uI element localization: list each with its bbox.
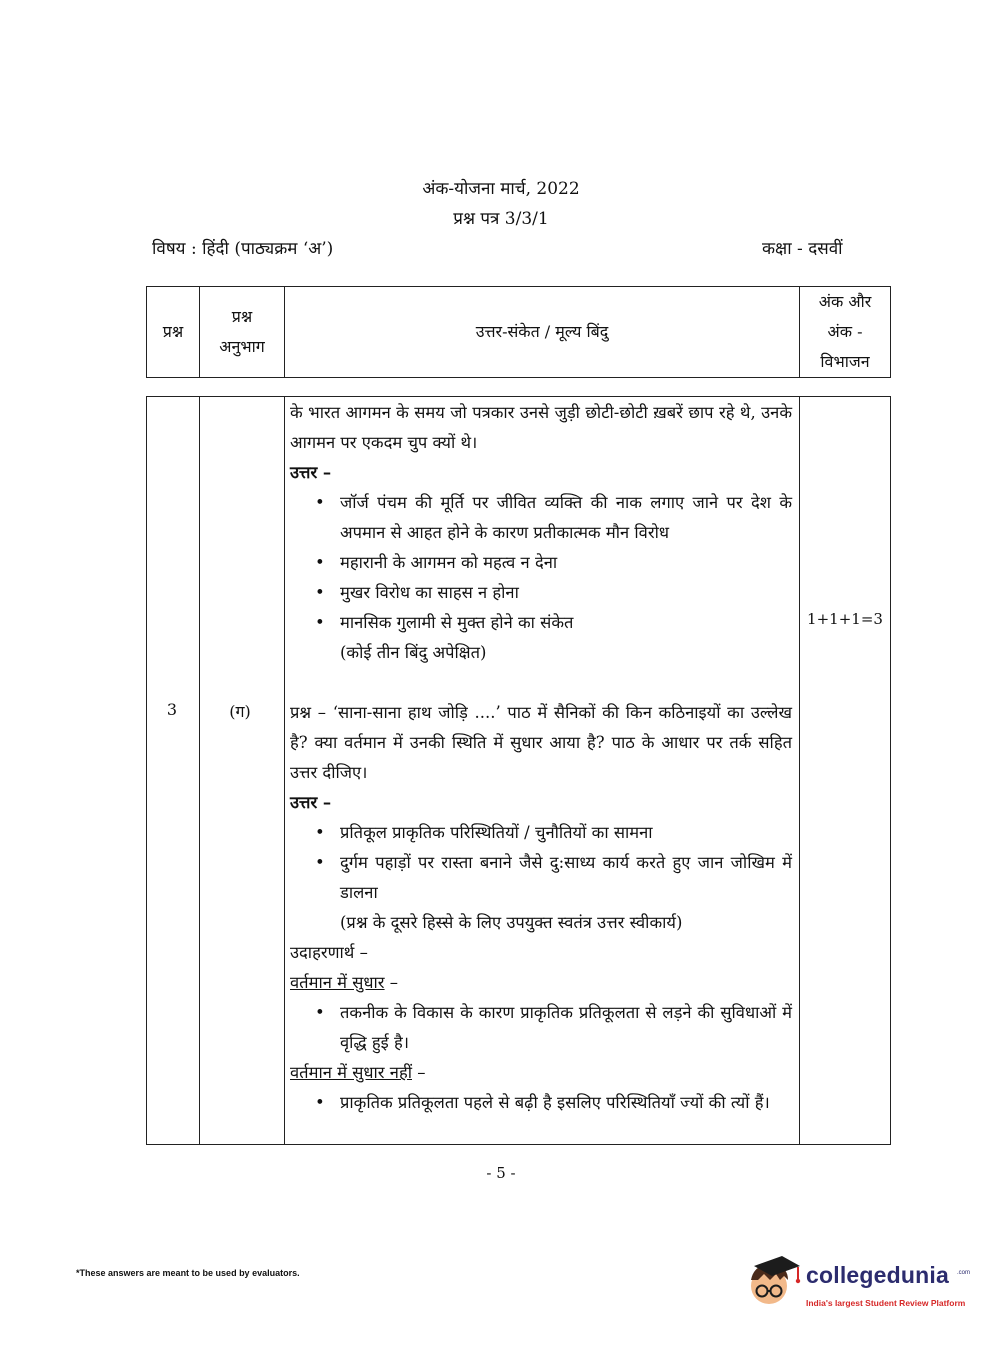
question-section: (ग) xyxy=(229,702,251,721)
header-section: प्रश्न अनुभाग xyxy=(200,287,285,378)
answer-label: उत्तर – xyxy=(290,463,332,482)
answer-bullet: • प्राकृतिक प्रतिकूलता पहले से बढ़ी है इसलिए परिस्थितियाँ ज्यों की त्यों हैं। xyxy=(290,1088,792,1118)
spacer xyxy=(290,668,792,698)
question-number: 3 xyxy=(166,700,178,719)
document-title: अंक-योजना मार्च, 2022 xyxy=(422,179,580,199)
header-marks: अंक और अंक - विभाजन xyxy=(800,287,891,378)
class-label: कक्षा - दसवीं xyxy=(762,239,843,259)
answer-bullet: • मानसिक गुलामी से मुक्त होने का संकेत xyxy=(290,608,792,638)
brand-tagline: India's largest Student Review Platform xyxy=(806,1298,966,1308)
question-text: प्रश्न – ‘साना-साना हाथ जोड़ि ....’ पाठ में सैनिकों की किन कठिनाइयों का उल्लेख है? क्या वर्तमान में उनकी स्थिति में सुधार आया है? पाठ के आधार पर तर्क सहित उत्तर दीजिए। xyxy=(290,703,792,782)
answer-bullet: • मुखर विरोध का साहस न होना xyxy=(290,578,792,608)
answer-label: उत्तर – xyxy=(290,793,332,812)
evaluator-note: *These answers are meant to be used by evaluators. xyxy=(76,1268,300,1278)
marks-cell xyxy=(800,397,891,1145)
answer-content xyxy=(290,398,792,1118)
example-label: उदाहरणार्थ – xyxy=(290,943,368,962)
table-header xyxy=(146,286,891,378)
marks-distribution: 1+1+1=3 xyxy=(807,610,883,628)
answer-bullet: • महारानी के आगमन को महत्व न देना xyxy=(290,548,792,578)
page-number: - 5 - xyxy=(486,1164,516,1182)
section-cell xyxy=(200,397,285,1145)
question-cell xyxy=(147,397,200,1145)
brand-name: collegedunia xyxy=(806,1262,949,1288)
no-improvement-heading: वर्तमान में सुधार नहीं – xyxy=(290,1063,426,1082)
answer-bullet: • जॉर्ज पंचम की मूर्ति पर जीवित व्यक्ति की नाक लगाए जाने पर देश के अपमान से आहत होने के कारण प्रतीकात्मक मौन विरोध xyxy=(290,488,792,548)
question-intro: के भारत आगमन के समय जो पत्रकार उनसे जुड़ी छोटी-छोटी ख़बरें छाप रहे थे, उनके आगमन पर एकदम चुप क्यों थे। xyxy=(290,403,792,452)
header-question: प्रश्न xyxy=(147,287,200,378)
improvement-heading: वर्तमान में सुधार – xyxy=(290,973,399,992)
answer-bullet: • प्रतिकूल प्राकृतिक परिस्थितियों / चुनौतियों का सामना xyxy=(290,818,792,848)
answer-note: (कोई तीन बिंदु अपेक्षित) xyxy=(340,643,487,662)
header-answer-points: उत्तर-संकेत / मूल्य बिंदु xyxy=(285,287,800,378)
answer-note: (प्रश्न के दूसरे हिस्से के लिए उपयुक्त स्वतंत्र उत्तर स्वीकार्य) xyxy=(340,913,683,932)
answer-bullet: • तकनीक के विकास के कारण प्राकृतिक प्रतिकूलता से लड़ने की सुविधाओं में वृद्धि हुई है। xyxy=(290,998,792,1058)
subject-label: विषय : हिंदी (पाठ्यक्रम ‘अ’) xyxy=(152,239,334,259)
paper-code: प्रश्न पत्र 3/3/1 xyxy=(453,209,549,229)
brand-suffix: .com xyxy=(957,1270,971,1276)
answer-bullet: • दुर्गम पहाड़ों पर रास्ता बनाने जैसे दु:साध्य कार्य करते हुए जान जोखिम में डालना xyxy=(290,848,792,908)
